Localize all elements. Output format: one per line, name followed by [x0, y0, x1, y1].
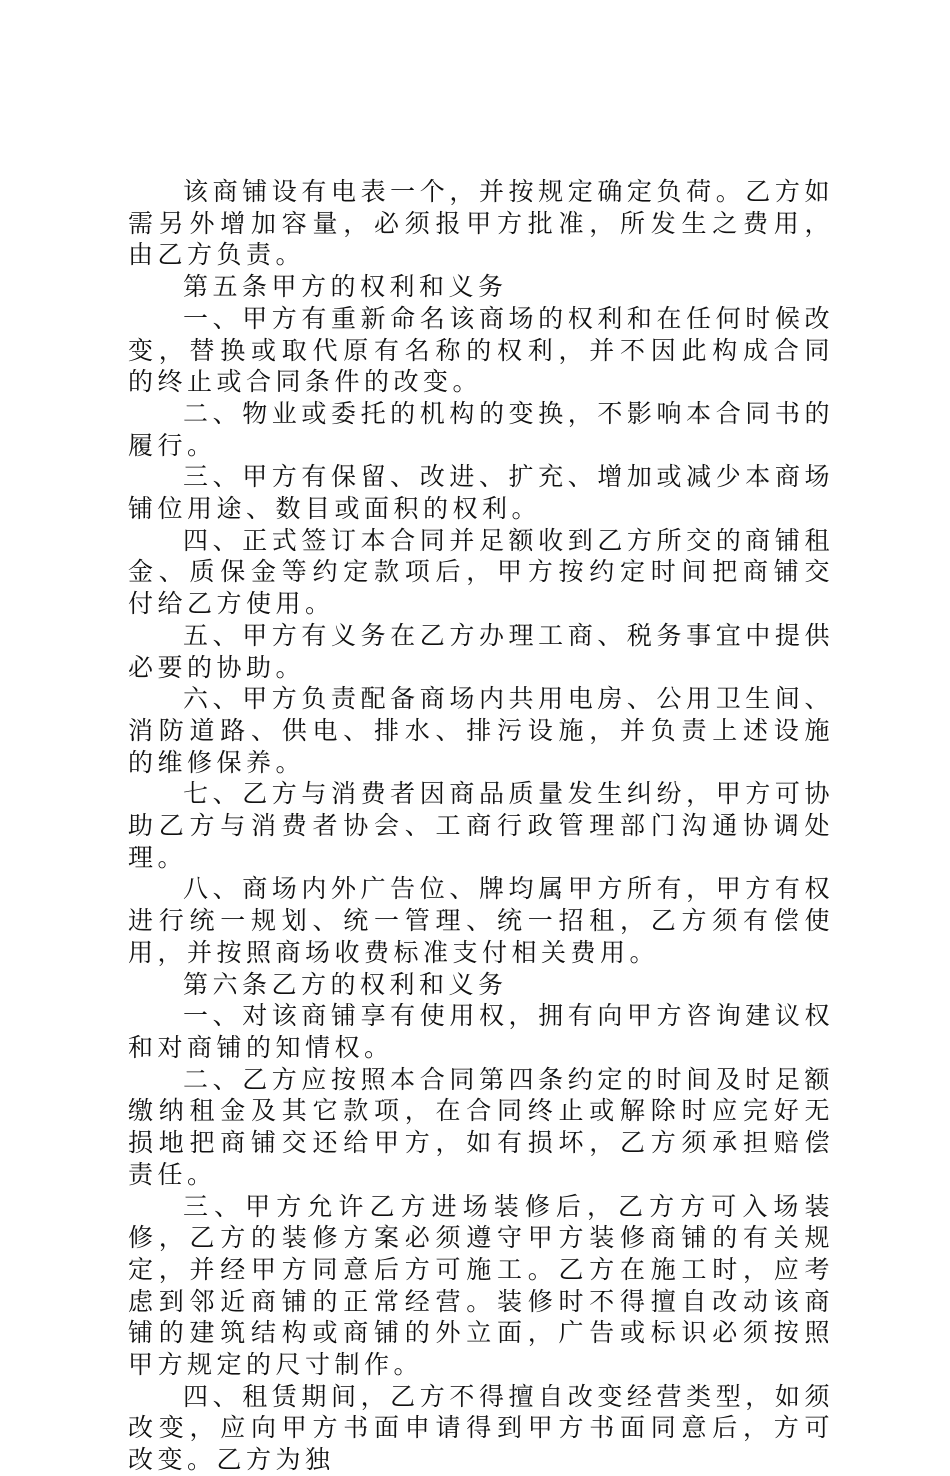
paragraph-clause-5-5: 五、甲方有义务在乙方办理工商、税务事宜中提供必要的协助。	[128, 620, 834, 682]
document-body	[128, 176, 834, 1476]
paragraph-clause-6-3: 三、甲方允许乙方进场装修后，乙方方可入场装修，乙方的装修方案必须遵守甲方装修商铺的有关规定，并经甲方同意后方可施工。乙方在施工时，应考虑到邻近商铺的正常经营。装修时不得擅自改动该商铺的建筑结构或商铺的外立面，广告或标识必须按照甲方规定的尺寸制作。	[128, 1191, 834, 1380]
paragraph-electric-meter: 该商铺设有电表一个，并按规定确定负荷。乙方如需另外增加容量，必须报甲方批准，所发生之费用，由乙方负责。	[128, 177, 834, 270]
paragraph-clause-5-8: 八、商场内外广告位、牌均属甲方所有，甲方有权进行统一规划、统一管理、统一招租，乙方须有偿使用，并按照商场收费标准支付相关费用。	[128, 874, 834, 967]
paragraph-clause-5-7: 七、乙方与消费者因商品质量发生纠纷，甲方可协助乙方与消费者协会、工商行政管理部门沟通协调处理。	[128, 779, 834, 872]
section-heading-article-6: 第六条乙方的权利和义务	[183, 969, 508, 999]
section-heading-article-5: 第五条甲方的权利和义务	[183, 272, 508, 302]
paragraph-clause-5-6: 六、甲方负责配备商场内共用电房、公用卫生间、消防道路、供电、排水、排污设施，并负责上述设施的维修保养。	[128, 684, 834, 777]
paragraph-clause-5-2: 二、物业或委托的机构的变换，不影响本合同书的履行。	[128, 398, 834, 460]
paragraph-clause-6-4: 四、租赁期间，乙方不得擅自改变经营类型，如须改变，应向甲方书面申请得到甲方书面同意后，方可改变。乙方为独	[128, 1381, 834, 1475]
paragraph-clause-5-1: 一、甲方有重新命名该商场的权利和在任何时候改变，替换或取代原有名称的权利，并不因此构成合同的终止或合同条件的改变。	[128, 303, 834, 397]
paragraph-clause-5-3: 三、甲方有保留、改进、扩充、增加或减少本商场铺位用途、数目或面积的权利。	[128, 462, 834, 524]
paragraph-clause-6-1: 一、对该商铺享有使用权，拥有向甲方咨询建议权和对商铺的知情权。	[128, 1001, 834, 1062]
paragraph-clause-6-2: 二、乙方应按照本合同第四条约定的时间及时足额缴纳租金及其它款项，在合同终止或解除时应完好无损地把商铺交还给甲方，如有损坏，乙方须承担赔偿责任。	[128, 1064, 834, 1189]
paragraph-clause-5-4: 四、正式签订本合同并足额收到乙方所交的商铺租金、质保金等约定款项后，甲方按约定时间把商铺交付给乙方使用。	[128, 525, 834, 619]
